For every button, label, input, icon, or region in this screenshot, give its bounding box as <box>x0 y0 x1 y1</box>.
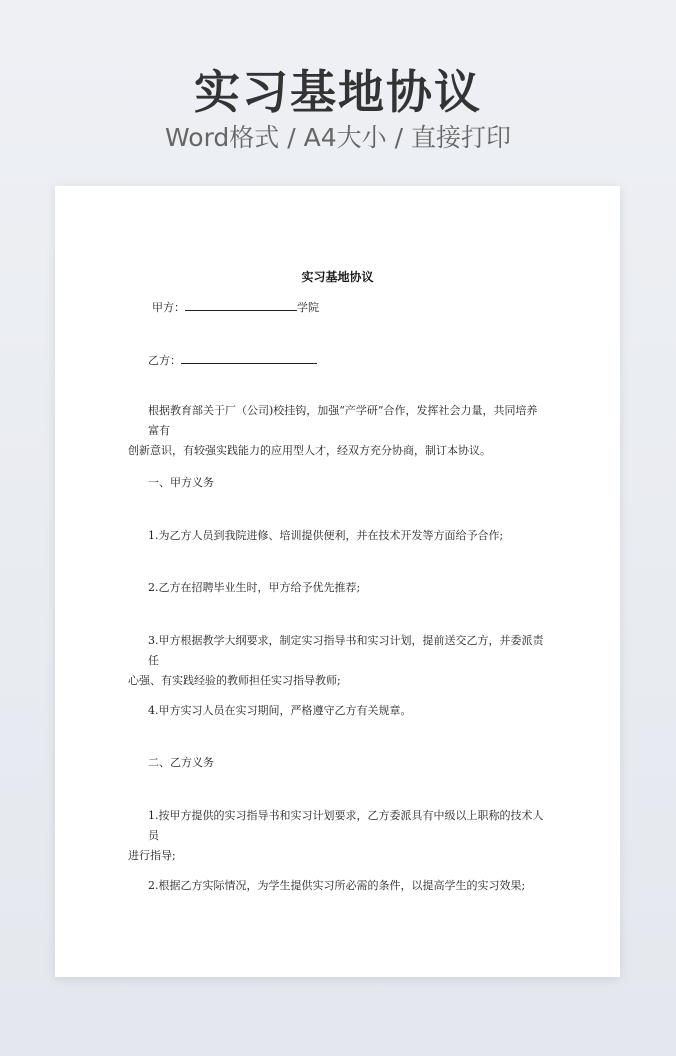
party-a-line <box>152 298 319 318</box>
page-title: 实习基地协议 <box>194 65 482 119</box>
party-b-duty-1-line-2: 进行指导; <box>128 849 176 862</box>
party-b-duty-2: 2.根据乙方实际情况，为学生提供实习所必需的条件，以提高学生的实习效果; <box>148 879 526 892</box>
party-a-duty-3-line-2: 心强、有实践经验的教师担任实习指导教师; <box>128 674 341 687</box>
document-page <box>55 186 620 977</box>
intro-paragraph <box>128 401 548 461</box>
party-b-label: 乙方： <box>148 354 181 367</box>
party-a-blank <box>185 298 297 311</box>
party-a-label: 甲方： <box>152 301 185 314</box>
party-a-duty-3-line-1: 3.甲方根据教学大纲要求，制定实习指导书和实习计划，提前送交乙方，并委派责任 <box>148 634 544 667</box>
party-b-duty-1-line-1: 1.按甲方提供的实习指导书和实习计划要求，乙方委派具有中级以上职称的技术人员 <box>148 809 544 842</box>
party-a-duty-3 <box>128 631 548 691</box>
intro-line-1: 根据教育部关于厂（公司)校挂钩，加强“产学研”合作，发挥社会力量，共同培养富有 <box>148 404 538 437</box>
party-b-blank <box>181 351 317 364</box>
party-a-duty-1: 1.为乙方人员到我院进修、培训提供便利，并在技术开发等方面给予合作; <box>148 529 504 542</box>
party-a-duty-2: 2.乙方在招聘毕业生时，甲方给予优先推荐; <box>148 581 361 594</box>
party-b-line <box>148 351 317 371</box>
section-2-heading: 二、乙方义务 <box>148 756 214 769</box>
page-subtitle: Word格式 / A4大小 / 直接打印 <box>165 123 511 152</box>
document-title: 实习基地协议 <box>301 270 374 284</box>
party-a-suffix: 学院 <box>297 301 319 314</box>
section-1-heading: 一、甲方义务 <box>148 476 214 489</box>
party-b-duty-1 <box>128 806 548 866</box>
party-a-duty-4: 4.甲方实习人员在实习期间，严格遵守乙方有关规章。 <box>148 704 412 717</box>
intro-line-2: 创新意识，有较强实践能力的应用型人才，经双方充分协商，制订本协议。 <box>128 444 491 457</box>
